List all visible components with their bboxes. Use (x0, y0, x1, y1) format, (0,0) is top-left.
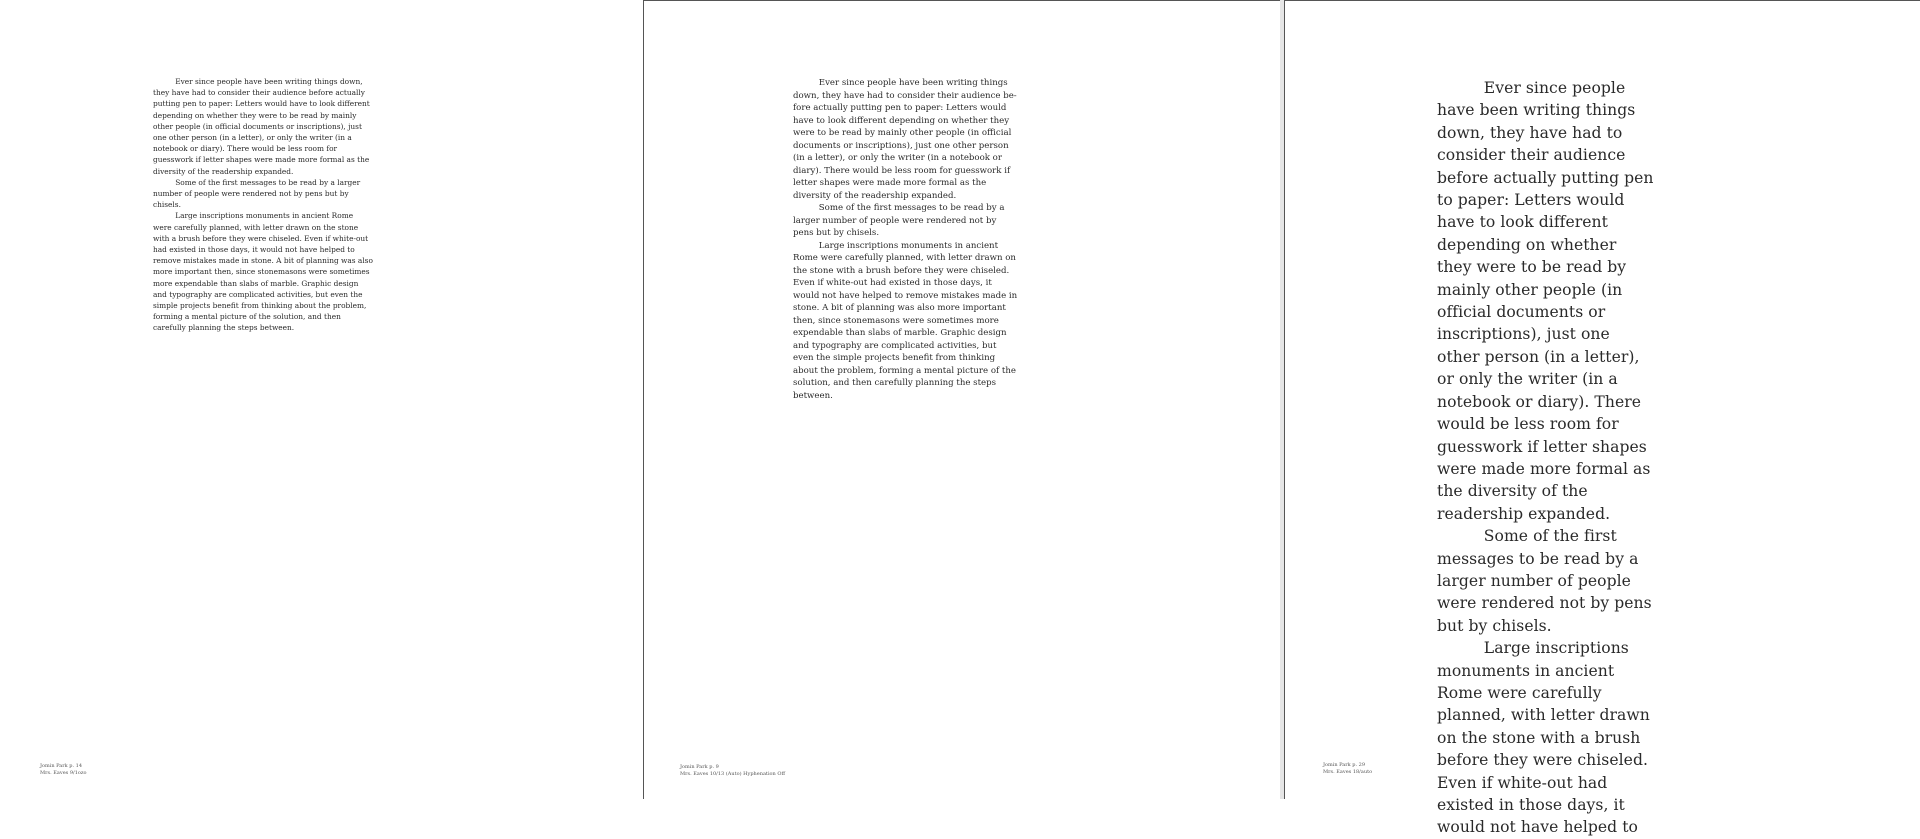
body-text-block (153, 76, 373, 334)
footer-line-1: Jomin Park p. 14 (40, 763, 83, 769)
paragraph: Large inscriptions monuments in ancient Rome were carefully planned, with letter drawn on the stone with a brush before they were chiseled. Even if white-out had existed in those days, it would not have helped to remove mistakes made in stone. A bit of planning was also more important then, since stonemasons were sometimes more expendable than slabs of marble. Graphic design and typography are complicated activities, but even the simple projects benefit from thinking about the problem, forming a mental picture of the solution, and then carefully planning the steps between. (153, 211, 373, 333)
page-footer (1323, 762, 1372, 776)
spread-page-2 (643, 0, 1280, 799)
paragraph: Some of the first messages to be read by a larger number of people were rendered not by pens but by chisels. (153, 177, 361, 210)
footer-line-2: Mrs. Eaves 18/auto (1323, 769, 1373, 775)
page-footer (680, 764, 785, 778)
paragraph: Large inscriptions monuments in ancient Rome were carefully planned, with letter drawn on the stone with a brush before they were chiseled. Even if white-out had existed in those days, it would not have helped to (1437, 639, 1650, 837)
spread-page-1 (0, 0, 643, 799)
paragraph: Ever since people have been writing things down, they have had to consider their audience before actually putting pen to paper: Letters would have to look different depending on whether they were to be read by mainly other people (in official documents or inscriptions), just one other person (in a letter), or only the writer (in a notebook or diary). There would be less room for guesswork if letter shapes were made more formal as the diversity of the readership expanded. (153, 77, 370, 176)
paragraph: Ever since people have been writing things down, they have had to consider their audience before actually putting pen to paper: Letters would have to look different depending on whether they were to be read by mainly other people (in official documents or inscriptions), just one other person (in a letter), or only the writer (in a notebook or diary). There would be less room for guesswork if letter shapes were made more formal as the diversity of the readership expanded. (1437, 79, 1654, 523)
paragraph: Large inscriptions monuments in ancient Rome were carefully planned, with letter drawn on the stone with a brush before they were chiseled. Even if white-out had existed in those days, it would not have helped to remove mistakes made in stone. A bit of planning was also more important then, since stonemasons were sometimes more expendable than slabs of marble. Graphic design and typography are complicated activities, but even the simple projects benefit from thinking about the problem, forming a mental picture of the solution, and then carefully planning the steps between. (793, 240, 1018, 401)
paragraph: Some of the first messages to be read by a larger number of people were rendered not by pens but by chisels. (793, 203, 1005, 238)
paragraph: Ever since people have been writing things down, they have had to consider their audience be- fore actually putting pen to paper: Letters would have to look different depending on whether they were to be read by mainly other people (in official documents or inscriptions), just one other person (in a letter), or only the writer (in a notebook or diary). There would be less room for guesswork if letter shapes were made more formal as the diversity of the readership expanded. (793, 78, 1017, 201)
body-text-block (1437, 77, 1655, 839)
body-text-block (793, 77, 1019, 402)
footer-line-2: Mrs. Eaves 9/1ozo (40, 770, 87, 776)
paragraph: Some of the first messages to be read by a larger number of people were rendered not by pens but by chisels. (1437, 527, 1652, 635)
footer-line-1: Jomin Park p. 29 (1323, 762, 1366, 768)
page-footer (40, 763, 87, 777)
footer-line-2: Mrs. Eaves 10/13 (Auto) Hyphenation Off (680, 771, 786, 777)
spread-page-3 (1284, 0, 1920, 837)
footer-line-1: Jomin Park p. 9 (680, 764, 719, 770)
